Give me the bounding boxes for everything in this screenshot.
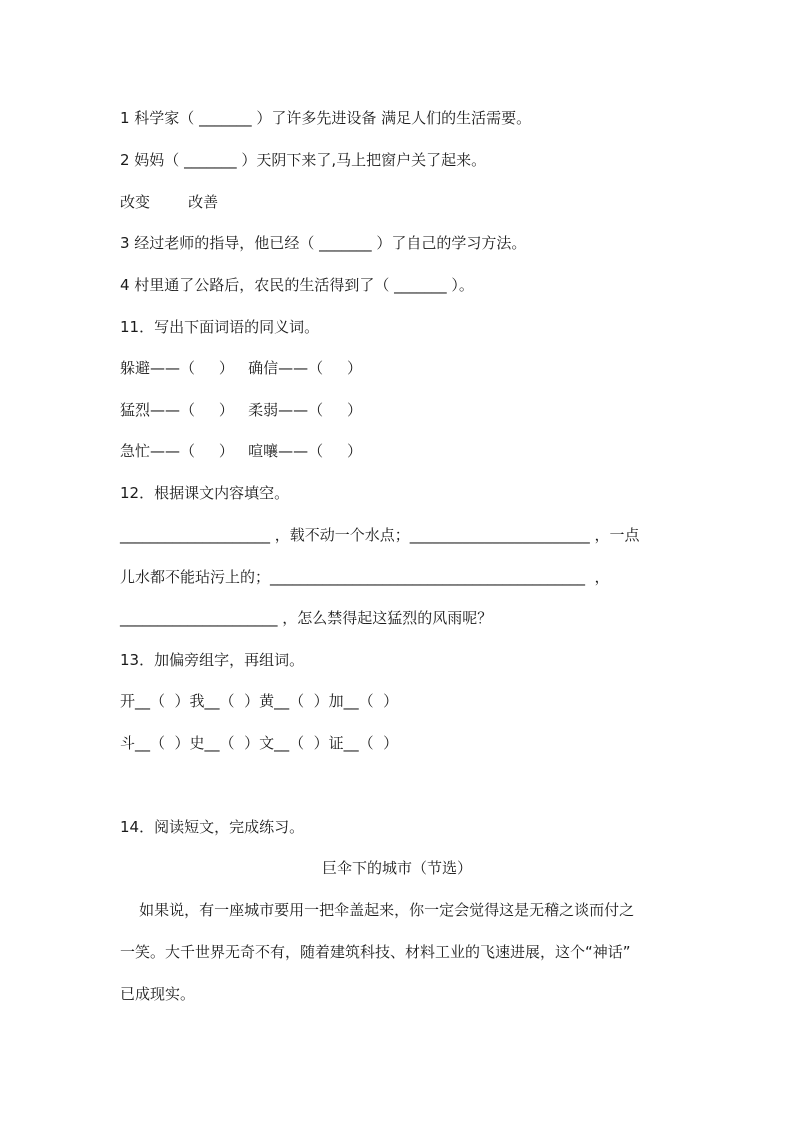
fill-sentence-2: 2 妈妈（ _______ ）天阴下来了,马上把窗户关了起来。 [120, 151, 487, 169]
q13-row-2: 斗__（ ）史__（ ）文__（ ）证__（ ） [120, 734, 399, 752]
q13-row-1: 开__（ ）我__（ ）黄__（ ）加__（ ） [120, 692, 399, 710]
passage-title: 巨伞下的城市（节选） [321, 859, 472, 877]
q12-line-1: ____________________ ，载不动一个水点；________________________ ，一点 [120, 526, 640, 544]
fill-sentence-1: 1 科学家（ _______ ）了许多先进设备 满足人们的生活需要。 [120, 109, 532, 127]
q11-row-3: 急忙——（ ） 喧嚷——（ ） [120, 442, 362, 460]
q13-heading: 13．加偏旁组字，再组词。 [120, 651, 305, 669]
q11-row-2: 猛烈——（ ） 柔弱——（ ） [120, 401, 362, 419]
q11-heading: 11．写出下面词语的同义词。 [120, 318, 320, 336]
passage-line-2: 一笑。大千世界无奇不有，随着建筑科技、材料工业的飞速进展，这个“神话” [120, 943, 631, 961]
q14-heading: 14．阅读短文，完成练习。 [120, 818, 305, 836]
fill-sentence-3: 3 经过老师的指导，他已经（ _______ ）了自己的学习方法。 [120, 234, 527, 252]
q12-line-3: _____________________ ，怎么禁得起这猛烈的风雨呢？ [120, 609, 493, 627]
passage-line-3: 已成现实。 [120, 985, 196, 1003]
passage-line-1: 如果说，有一座城市要用一把伞盖起来，你一定会觉得这是无稽之谈而付之 [120, 901, 635, 919]
q12-line-2: 儿水都不能玷污上的；__________________________________________ ， [120, 568, 610, 586]
q12-heading: 12．根据课文内容填空。 [120, 484, 290, 502]
word-choices: 改变 改善 [120, 193, 219, 211]
fill-sentence-4: 4 村里通了公路后，农民的生活得到了（ _______ ）。 [120, 276, 474, 294]
q11-row-1: 躲避——（ ） 确信——（ ） [120, 359, 362, 377]
